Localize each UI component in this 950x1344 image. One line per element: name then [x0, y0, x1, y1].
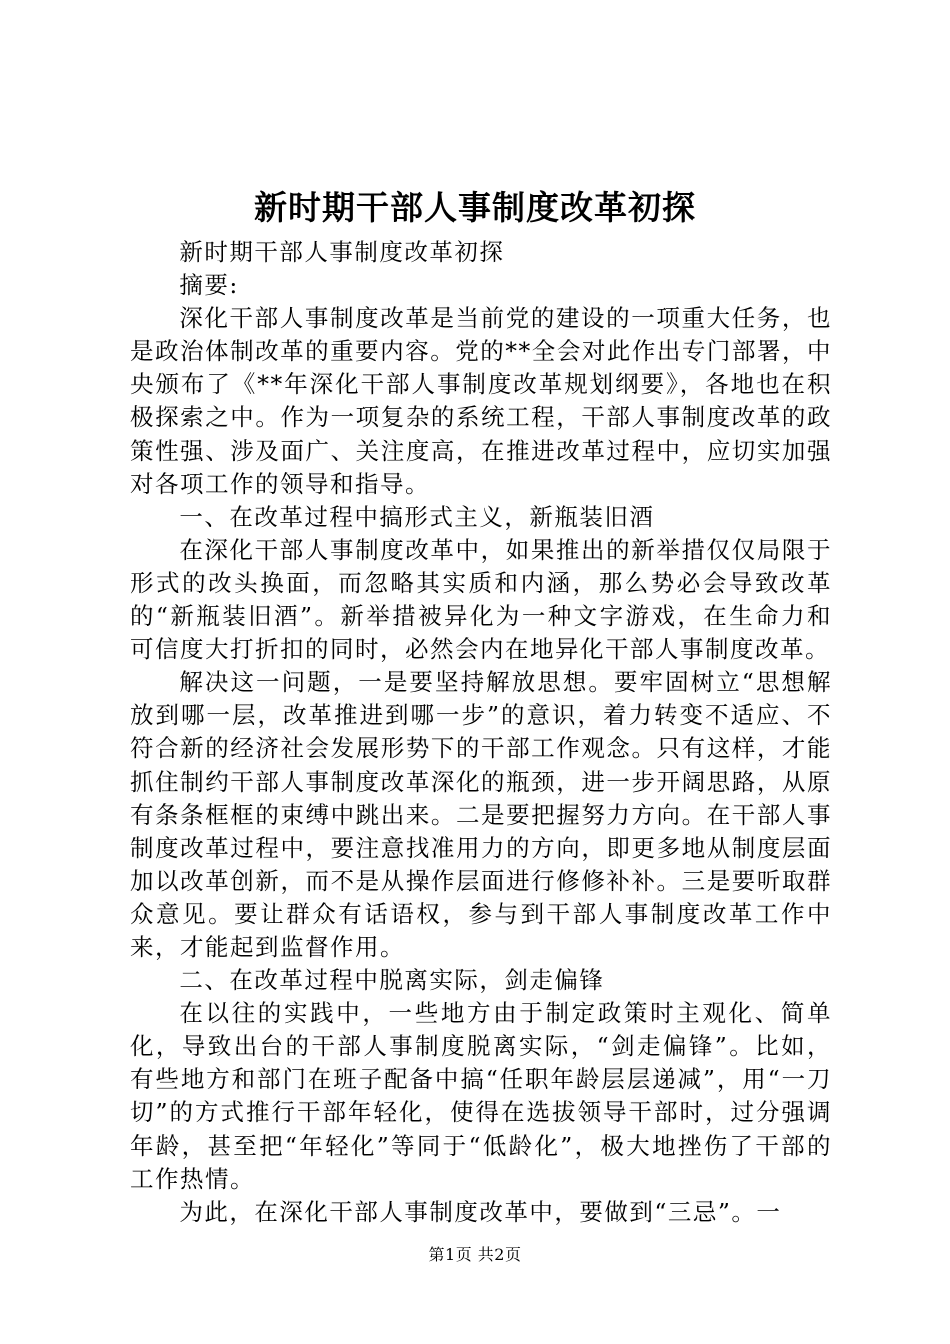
section-heading-1: 一、在改革过程中搞形式主义，新瓶装旧酒: [179, 502, 655, 531]
subtitle-paragraph: 新时期干部人事制度改革初探: [179, 238, 505, 266]
body-paragraph: 在以往的实践中，一些地方由于制定政策时主观化、简单化，导致出台的干部人事制度脱离实际，“剑走偏锋”。比如，有些地方和部门在班子配备中搞“任职年龄层层递减”，用“一刀切”的方式推行干部年轻化，使得在选拔领导干部时，过分强调年龄，甚至把“年轻化”等同于“低龄化”，极大地挫伤了干部的工作热情。: [130, 999, 832, 1193]
body-paragraph: 在深化干部人事制度改革中，如果推出的新举措仅仅局限于形式的改头换面，而忽略其实质和内涵，那么势必会导致改革的“新瓶装旧酒”。新举措被异化为一种文字游戏，在生命力和可信度大打折扣的同时，必然会内在地异化干部人事制度改革。: [130, 535, 832, 664]
body-paragraph: 深化干部人事制度改革是当前党的建设的一项重大任务，也是政治体制改革的重要内容。党的**全会对此作出专门部署，中央颁布了《**年深化干部人事制度改革规划纲要》，各地也在积极探索之中。作为一项复杂的系统工程，干部人事制度改革的政策性强、涉及面广、关注度高，在推进改革过程中，应切实加强对各项工作的领导和指导。: [130, 304, 832, 498]
document-title: 新时期干部人事制度改革初探: [254, 188, 696, 227]
body-paragraph: 为此，在深化干部人事制度改革中，要做到“三忌”。一: [179, 1197, 782, 1226]
page-number-footer: 第1页 共2页: [428, 1245, 522, 1264]
body-paragraph: 解决这一问题，一是要坚持解放思想。要牢固树立“思想解放到哪一层，改革推进到哪一步”的意识，着力转变不适应、不符合新的经济社会发展形势下的干部工作观念。只有这样，才能抓住制约干部人事制度改革深化的瓶颈，进一步开阔思路，从原有条条框框的束缚中跳出来。二是要把握努力方向。在干部人事制度改革过程中，要注意找准用力的方向，即更多地从制度层面加以改革创新，而不是从操作层面进行修修补补。三是要听取群众意见。要让群众有话语权，参与到干部人事制度改革工作中来，才能起到监督作用。: [130, 668, 832, 961]
section-heading-2: 二、在改革过程中脱离实际，剑走偏锋: [179, 966, 605, 995]
document-body: [130, 236, 832, 1229]
abstract-label: 摘要:: [179, 271, 239, 300]
